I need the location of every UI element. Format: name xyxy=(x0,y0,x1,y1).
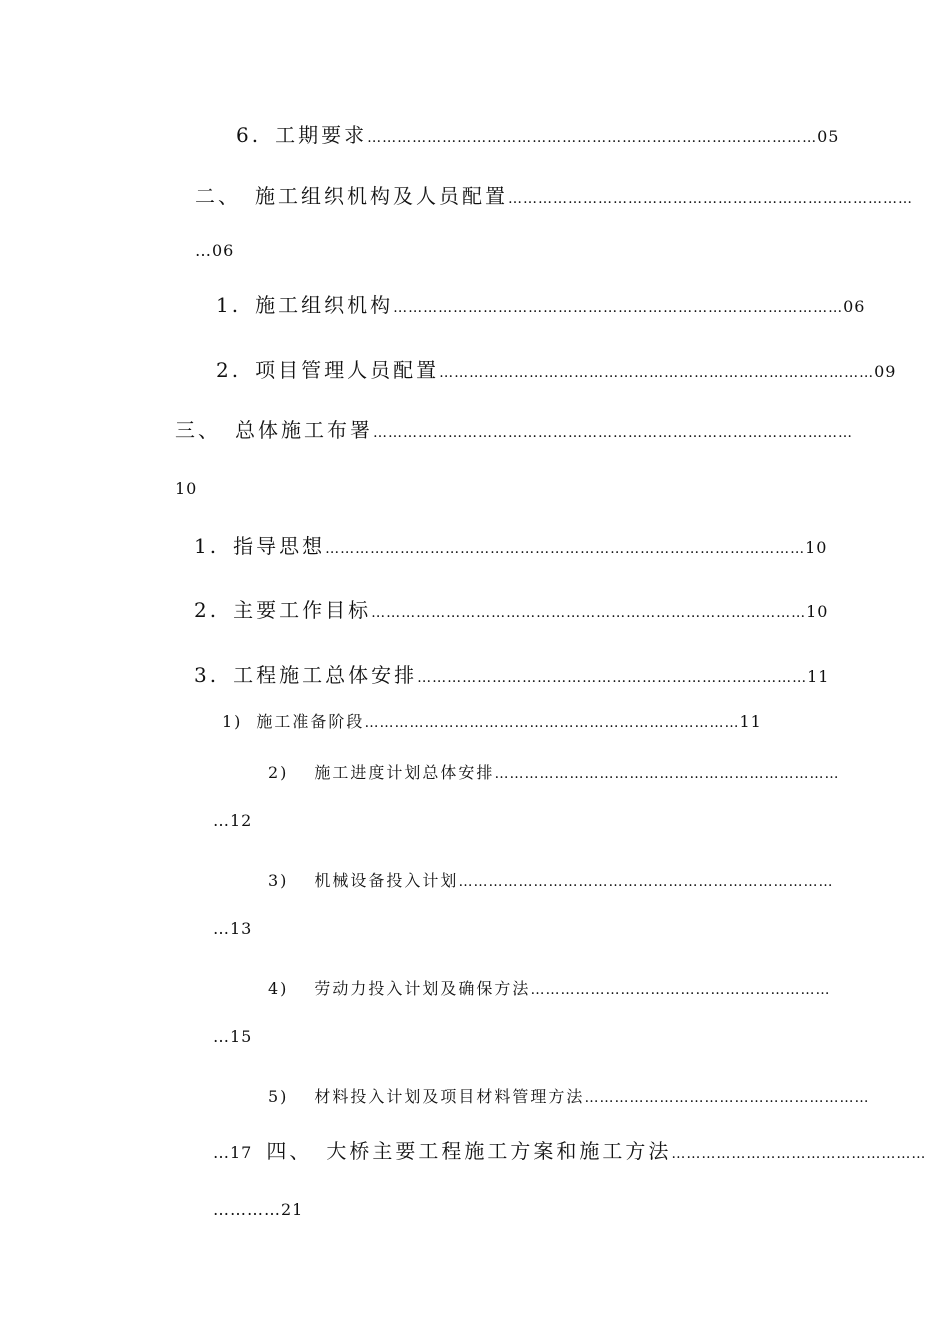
toc-entry-leader: …………………………………………………………………………… xyxy=(371,605,807,621)
toc-entry-number: 3) xyxy=(268,871,289,890)
toc-entry-title: 项目管理人员配置 xyxy=(255,358,440,382)
toc-entry-leader: ………………………………………………………………… xyxy=(364,715,740,731)
toc-entry-title: 劳动力投入计划及确保方法 xyxy=(314,979,531,998)
toc-entry-page: 10 xyxy=(805,538,828,557)
toc-entry[interactable] xyxy=(194,532,834,563)
toc-entry-number: 2) xyxy=(268,763,289,782)
toc-entry-leader: …………………………………………………………………………… xyxy=(439,365,875,381)
toc-entry-number: 三、 xyxy=(175,418,221,442)
toc-entry-page: 11 xyxy=(739,712,762,731)
toc-entry-title: 施工组织机构 xyxy=(255,293,394,317)
toc-entry-number: 2. xyxy=(216,358,242,382)
toc-entry-number: 5) xyxy=(268,1087,289,1106)
toc-entry-title: 施工组织机构及人员配置 xyxy=(255,184,508,208)
toc-entry-leader: …………………………………………………………………………………… xyxy=(373,425,853,441)
toc-entry-title: 施工进度计划总体安排 xyxy=(314,763,495,782)
toc-entry-page: 05 xyxy=(817,127,840,146)
toc-entry-number: 四、 xyxy=(266,1139,313,1163)
toc-entry-page: 09 xyxy=(874,362,897,381)
toc-entry-number: 6. xyxy=(236,123,262,147)
toc-entry-continuation: …06 xyxy=(195,241,235,260)
toc-entry[interactable] xyxy=(216,291,866,322)
toc-entry-leader: ………………………………………………………………… xyxy=(458,874,834,890)
toc-entry-leader: ………………………………………………… xyxy=(584,1090,870,1106)
toc-entry-page: 06 xyxy=(843,297,866,316)
toc-entry[interactable] xyxy=(236,121,856,152)
toc-entry-leader: …………………………………………………………… xyxy=(494,766,840,782)
toc-entry[interactable] xyxy=(216,356,897,387)
toc-entry-leader: ……………………………………………………………………… xyxy=(508,191,913,207)
toc-entry[interactable] xyxy=(195,182,913,213)
toc-entry[interactable] xyxy=(213,1137,927,1168)
toc-entry-title: 机械设备投入计划 xyxy=(314,871,459,890)
toc-entry-title: 材料投入计划及项目材料管理方法 xyxy=(314,1087,585,1106)
toc-entry[interactable] xyxy=(268,977,846,1002)
toc-entry-leader: ……………………………………………………………………………… xyxy=(367,130,818,146)
toc-entry-page: 11 xyxy=(807,667,830,686)
toc-entry-leader: ……………………………………………………………………………… xyxy=(393,300,844,316)
toc-entry-page: 10 xyxy=(806,602,829,621)
toc-entry-number: 1) xyxy=(222,712,243,731)
toc-entry-number: 2. xyxy=(194,598,220,622)
toc-entry-continuation: …12 xyxy=(213,811,253,830)
toc-entry[interactable] xyxy=(194,661,844,692)
toc-entry[interactable] xyxy=(194,596,839,627)
toc-entry[interactable] xyxy=(268,869,846,894)
toc-entry-leader: …………………………………………………… xyxy=(530,982,831,998)
toc-entry[interactable] xyxy=(222,710,828,735)
toc-entry-continuation: …15 xyxy=(213,1027,253,1046)
toc-entry-continuation: …………21 xyxy=(213,1200,304,1219)
toc-entry-leader: …………………………………………………………………… xyxy=(417,670,808,686)
toc-entry-number: 1. xyxy=(216,293,242,317)
toc-entry[interactable] xyxy=(268,1085,870,1110)
toc-entry[interactable] xyxy=(268,761,846,786)
toc-entry-title: 总体施工布署 xyxy=(235,418,373,442)
toc-entry-number: 二、 xyxy=(195,184,241,208)
toc-entry-continuation: …17 xyxy=(213,1143,253,1162)
toc-entry-title: 工程施工总体安排 xyxy=(233,663,418,687)
toc-entry-leader: …………………………………………… xyxy=(671,1146,927,1162)
toc-entry-number: 1. xyxy=(194,534,220,558)
toc-entry[interactable] xyxy=(175,416,852,447)
toc-entry-title: 主要工作目标 xyxy=(233,598,372,622)
toc-entry-number: 3. xyxy=(194,663,220,687)
toc-entry-title: 大桥主要工程施工方案和施工方法 xyxy=(326,1139,672,1163)
toc-entry-title: 指导思想 xyxy=(233,534,326,558)
toc-entry-continuation: 10 xyxy=(175,479,198,498)
toc-entry-number: 4) xyxy=(268,979,289,998)
toc-entry-title: 施工准备阶段 xyxy=(256,712,365,731)
toc-entry-leader: …………………………………………………………………………………… xyxy=(325,541,806,557)
toc-entry-title: 工期要求 xyxy=(275,123,368,147)
toc-entry-continuation: …13 xyxy=(213,919,253,938)
